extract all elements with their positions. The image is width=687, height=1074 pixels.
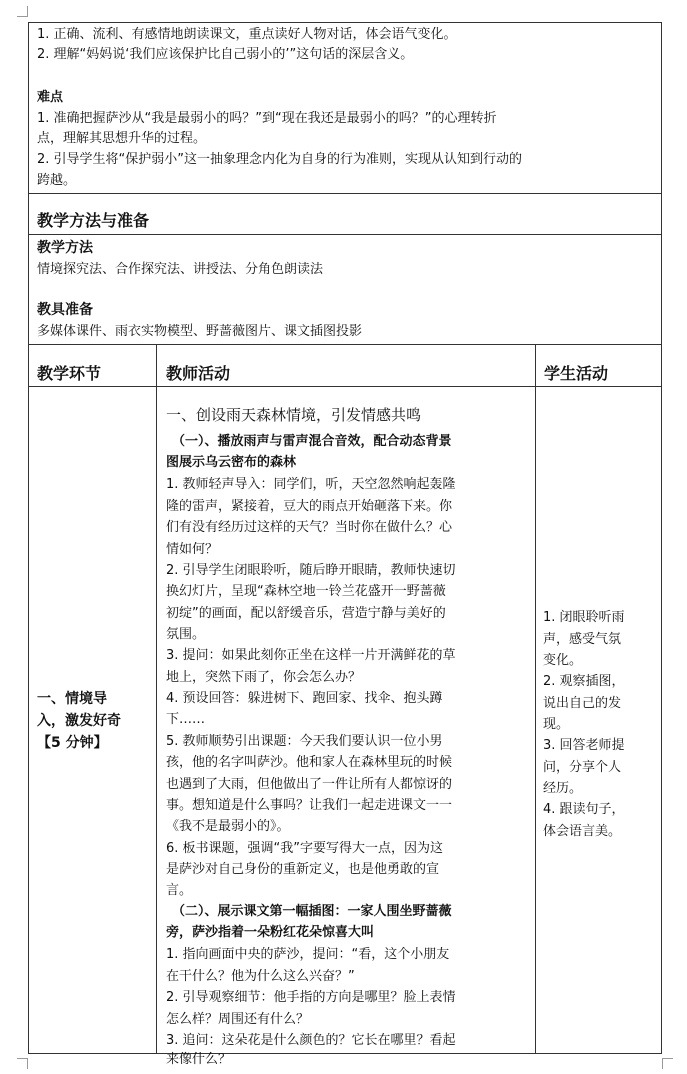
teacher-line: 下…… — [166, 712, 206, 727]
teacher-line: 孩，他的名字叫萨沙。他和家人在森林里玩的时候 — [166, 755, 453, 770]
header-student: 学生活动 — [544, 364, 609, 383]
teacher-line: 地上，突然下雨了，你会怎么办？ — [166, 670, 362, 685]
difficulty-line: 跨越。 — [37, 173, 77, 188]
teacher-line: 来像什么？ — [166, 1052, 232, 1067]
student-line: 经历。 — [543, 781, 583, 796]
header-teacher: 教师活动 — [166, 364, 231, 383]
teacher-line: 也遇到了大雨，但他做出了一件让所有人都惊讶的 — [166, 777, 453, 792]
student-line: 声，感受气氛 — [543, 632, 622, 647]
student-line: 说出自己的发 — [543, 696, 622, 711]
method-label: 教学方法 — [37, 240, 93, 256]
teacher-line: 2. 引导学生闭眼聆听，随后睁开眼睛，教师快速切 — [166, 563, 456, 578]
teacher-line: 5. 教师顺势引出课题：今天我们要认识一位小男 — [166, 734, 443, 749]
teacher-subheading: （二）、展示课文第一幅插图：一家人围坐野蔷薇 — [172, 904, 452, 919]
teacher-line: 在干什么？他为什么这么兴奋？” — [166, 969, 355, 984]
student-line: 体会语言美。 — [543, 824, 622, 839]
difficulty-line: 1. 准确把握萨沙从“我是最弱小的吗？”到“现在我还是最弱小的吗？”的心理转折 — [37, 111, 497, 126]
header-stage: 教学环节 — [37, 364, 102, 383]
teacher-line: 事。想知道是什么事吗？让我们一起走进课文一一 — [166, 798, 453, 813]
teacher-line: 是萨沙对自己身份的重新定义，也是他勇敢的宣 — [166, 862, 440, 877]
teacher-line: 6. 板书课题，强调“我”字要写得大一点，因为这 — [166, 841, 444, 856]
stage-name: 入，激发好奇 — [37, 713, 121, 729]
teacher-line: 2. 引导观察细节：他手指的方向是哪里？脸上表情 — [166, 990, 456, 1005]
page-corner-mark — [662, 1058, 673, 1069]
teacher-subheading: 图展示乌云密布的森林 — [166, 455, 297, 470]
difficulty-line: 2. 引导学生将“保护弱小”这一抽象理念内化为自身的行为准则，实现从认知到行动的 — [37, 152, 523, 167]
teacher-line: 怎么样？周围还有什么？ — [166, 1012, 310, 1027]
teacher-line: 换幻灯片，呈现“森林空地一铃兰花盛开一野蔷薇 — [166, 584, 446, 599]
teacher-line: 们有没有经历过这样的天气？当时你在做什么？心 — [166, 520, 453, 535]
student-line: 问，分享个人 — [543, 760, 622, 775]
stage-time: 【5 分钟】 — [37, 735, 108, 751]
teacher-line: 1. 指向画面中央的萨沙，提问：“看，这个小朋友 — [166, 947, 450, 962]
teacher-line: 1. 教师轻声导入：同学们，听，天空忽然响起轰隆 — [166, 477, 456, 492]
page-corner-mark — [17, 1058, 28, 1069]
teacher-line: 情如何？ — [166, 542, 219, 557]
student-line: 1. 闭眼聆听雨 — [543, 610, 625, 625]
method-text: 情境探究法、合作探究法、讲授法、分角色朗读法 — [37, 262, 324, 277]
teacher-line: 3. 追问：这朵花是什么颜色的？它长在哪里？看起 — [166, 1033, 456, 1048]
stage-name: 一、情境导 — [37, 691, 107, 707]
page-corner-mark — [17, 6, 28, 17]
teacher-section-title: 一、创设雨天森林情境，引发情感共鸣 — [166, 406, 422, 424]
difficulty-label: 难点 — [37, 90, 64, 105]
teacher-line: 初绽”的画面，配以舒缓音乐，营造宁静与美好的 — [166, 606, 446, 621]
student-line: 变化。 — [543, 653, 583, 668]
key-point-2: 2. 理解“妈妈说‘我们应该保护比自己弱小的’”这句话的深层含义。 — [37, 47, 414, 62]
difficulty-line: 点，理解其思想升华的过程。 — [37, 131, 207, 146]
teacher-line: 3. 提问：如果此刻你正坐在这样一片开满鲜花的草 — [166, 648, 456, 663]
teacher-subheading: （一）、播放雨声与雷声混合音效，配合动态背景 — [172, 434, 452, 449]
teacher-line: 隆的雷声，紧接着，豆大的雨点开始砸落下来。你 — [166, 499, 453, 514]
student-line: 3. 回答老师提 — [543, 738, 625, 753]
tools-label: 教具准备 — [37, 302, 93, 318]
student-line: 2. 观察插图， — [543, 674, 625, 689]
teacher-subheading: 旁，萨沙指着一朵粉红花朵惊喜大叫 — [166, 925, 375, 940]
tools-text: 多媒体课件、雨衣实物模型、野蔷薇图片、课文插图投影 — [37, 324, 363, 339]
methods-section-title: 教学方法与准备 — [37, 211, 150, 230]
teacher-line: 氛围。 — [166, 627, 206, 642]
teacher-line: 《我不是最弱小的》。 — [166, 819, 290, 834]
teacher-line: 言。 — [166, 883, 193, 898]
key-point-1: 1. 正确、流利、有感情地朗读课文，重点读好人物对话，体会语气变化。 — [37, 27, 457, 42]
teacher-line: 4. 预设回答：躲进树下、跑回家、找伞、抱头蹲 — [166, 691, 443, 706]
student-line: 4. 跟读句子， — [543, 802, 625, 817]
student-line: 现。 — [543, 717, 570, 732]
